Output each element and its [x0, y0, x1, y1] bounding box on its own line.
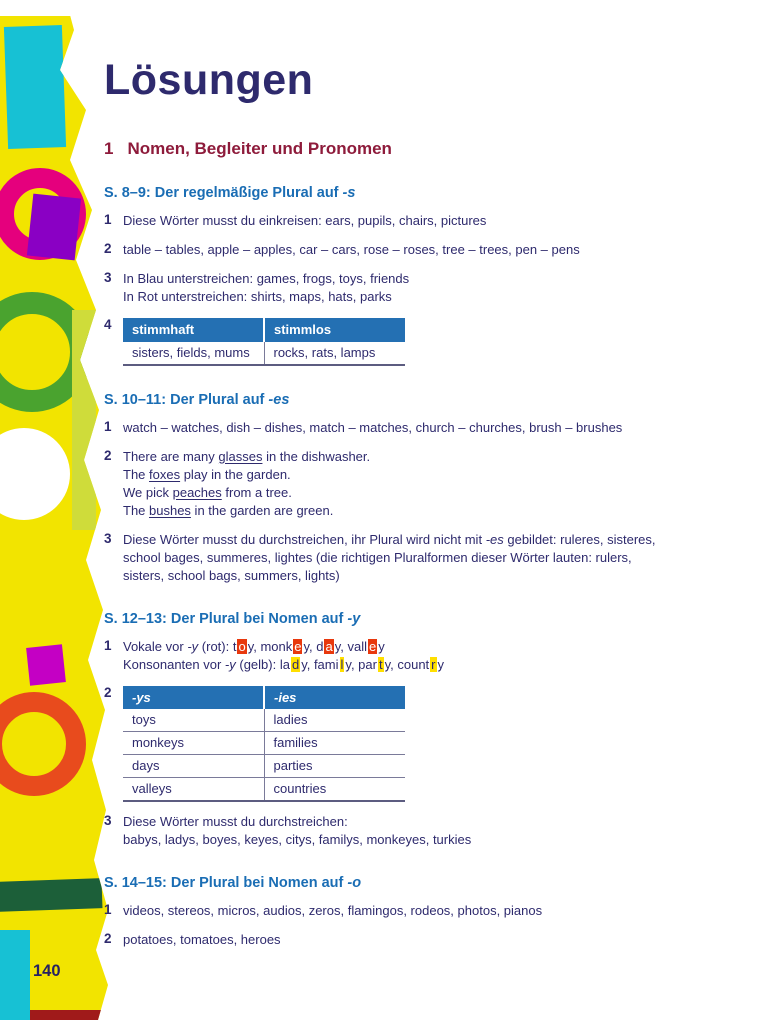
sentence-text: in the garden are green.	[190, 502, 334, 518]
answer-sentence	[123, 448, 660, 466]
highlighted-letter-yellow: d	[291, 656, 300, 672]
text-segment: y, fami	[301, 656, 339, 672]
answer-item	[104, 902, 660, 920]
highlighted-letter-red: a	[325, 638, 333, 654]
item-number: 1	[104, 637, 112, 653]
table-header-row	[123, 686, 405, 710]
text-segment: gebildet: ruleres, sisteres, school bages, summeres, lightes (die richtigen Pluralformen dieser Wörter lauten: rulers, sisters, school bags, summers, lights)	[123, 531, 656, 583]
item-text: videos, stereos, micros, audios, zeros, flamingos, rodeos, photos, pianos	[123, 903, 543, 919]
item-text: watch – watches, dish – dishes, match – matches, church – churches, brush – brushes	[123, 419, 623, 435]
item-text	[123, 813, 660, 849]
answer-item	[104, 931, 660, 949]
highlighted-letter-red: e	[368, 638, 377, 654]
item-text	[123, 638, 660, 674]
answer-line: In Rot unterstreichen: shirts, maps, hats, parks	[123, 288, 392, 304]
subsection-plural-y	[104, 611, 660, 850]
cyan-block	[4, 25, 66, 149]
answer-sentence	[123, 466, 660, 484]
answer-item	[104, 685, 660, 803]
text-segment: y, count	[384, 656, 430, 672]
answer-item	[104, 813, 660, 849]
content	[104, 56, 660, 960]
table-header-cell: stimmhaft	[123, 318, 264, 342]
answer-line: Diese Wörter musst du durchstreichen:	[123, 814, 348, 830]
text-segment: Konsonanten vor	[123, 656, 225, 672]
text-segment: Diese Wörter musst du durchstreichen, ihr Plural wird nicht mit	[123, 531, 486, 547]
section-number: 1	[104, 139, 114, 158]
subsection-plural-o	[104, 875, 660, 949]
highlighted-letter-red: e	[294, 638, 302, 654]
item-number: 3	[104, 813, 112, 829]
text-segment: y, vall	[334, 638, 367, 654]
dark-green-bar	[0, 878, 102, 912]
answers-table-stimmhaft-stimmlos	[123, 318, 405, 366]
subsection-heading-suffix: -y	[347, 610, 361, 627]
answer-item	[104, 317, 660, 366]
table-cell: rocks, rats, lamps	[264, 342, 405, 365]
subsection-heading-suffix: -es	[268, 391, 290, 408]
table-row	[123, 732, 405, 755]
text-segment: y, d	[303, 638, 324, 654]
text-segment: y	[378, 638, 385, 654]
item-number: 2	[104, 931, 112, 947]
item-text	[123, 448, 660, 520]
table-row	[123, 778, 405, 801]
section-heading	[104, 139, 660, 159]
answers-table-ys-ies	[123, 686, 405, 803]
subsection-heading	[104, 392, 660, 408]
sentence-text: The	[123, 502, 150, 518]
dark-red-bar	[30, 1010, 102, 1020]
answer-item	[104, 241, 660, 259]
underlined-word: peaches	[172, 484, 222, 500]
subsection-plural-s	[104, 185, 660, 366]
table-row	[123, 342, 405, 365]
item-text: table – tables, apple – apples, car – cars, rose – roses, tree – trees, pen – pens	[123, 241, 580, 257]
item-number: 1	[104, 212, 112, 227]
answer-item	[104, 448, 660, 520]
table-row	[123, 755, 405, 778]
subsection-heading	[104, 875, 660, 891]
cyan-block-bottom	[0, 930, 30, 1020]
text-segment: y, monk	[247, 638, 293, 654]
answer-item	[104, 270, 660, 306]
underlined-word: glasses	[218, 448, 263, 464]
item-number: 3	[104, 530, 112, 546]
subsection-heading-suffix: -s	[342, 185, 356, 201]
subsection-heading-text: S. 8–9: Der regelmäßige Plural auf	[104, 185, 343, 201]
table-cell: ladies	[264, 709, 405, 731]
text-segment-italic: -es	[485, 531, 504, 547]
sentence-text: We pick	[123, 484, 173, 500]
subsection-heading-text: S. 10–11: Der Plural auf	[104, 391, 269, 408]
page-number: 140	[33, 962, 61, 980]
answer-item	[104, 419, 660, 437]
purple-block	[27, 194, 81, 261]
table-header-cell: -ys	[123, 686, 264, 710]
table-cell: monkeys	[123, 732, 264, 755]
text-segment: (rot): t	[198, 638, 237, 654]
item-number: 4	[104, 316, 112, 332]
item-table	[123, 685, 660, 803]
text-segment-italic: -y	[224, 656, 236, 672]
item-number: 2	[104, 447, 112, 463]
text-segment: (gelb): la	[235, 656, 290, 672]
highlighted-letter-yellow: t	[378, 656, 383, 672]
sentence-text: from a tree.	[221, 484, 292, 500]
sentence-text: play in the garden.	[180, 466, 291, 482]
item-number: 2	[104, 684, 112, 700]
sentence-text: The	[123, 466, 150, 482]
table-header-cell: -ies	[264, 686, 405, 710]
table-header-row	[123, 318, 405, 342]
highlighted-letter-yellow: r	[431, 656, 436, 672]
magenta-square	[26, 644, 66, 686]
item-number: 1	[104, 418, 112, 434]
section-title: Nomen, Begleiter und Pronomen	[127, 139, 392, 158]
answer-item	[104, 638, 660, 674]
text-segment: y, par	[345, 656, 377, 672]
table-cell: days	[123, 755, 264, 778]
table-cell: countries	[264, 778, 405, 801]
item-text: potatoes, tomatoes, heroes	[123, 932, 281, 948]
subsection-heading-suffix: -o	[347, 875, 362, 892]
item-text	[123, 531, 660, 585]
table-cell: parties	[264, 755, 405, 778]
page-title: Lösungen	[104, 56, 314, 104]
text-segment: Vokale vor	[123, 638, 188, 654]
text-segment: y	[437, 656, 444, 672]
answer-line: In Blau unterstreichen: games, frogs, toys, friends	[123, 270, 410, 286]
item-number: 1	[104, 902, 112, 918]
answer-item	[104, 212, 660, 230]
underlined-word: bushes	[149, 502, 191, 518]
answer-item	[104, 531, 660, 585]
subsection-heading	[104, 185, 660, 201]
highlighted-letter-red: o	[238, 638, 246, 654]
item-table	[123, 317, 660, 366]
sentence-text: in the dishwasher.	[262, 448, 371, 464]
answer-sentence	[123, 502, 660, 520]
table-cell: valleys	[123, 778, 264, 801]
sentence-text: There are many	[123, 448, 219, 464]
subsection-heading-text: S. 12–13: Der Plural bei Nomen auf	[104, 610, 348, 627]
table-cell: sisters, fields, mums	[123, 342, 264, 365]
item-number: 2	[104, 240, 112, 256]
answer-line: babys, ladys, boyes, keyes, citys, familys, monkeyes, turkies	[123, 832, 472, 848]
highlighted-letter-yellow: l	[340, 656, 344, 672]
subsection-heading	[104, 611, 660, 627]
table-cell: toys	[123, 709, 264, 731]
text-segment-italic: -y	[187, 638, 199, 654]
vowels-line	[123, 638, 660, 656]
table-cell: families	[264, 732, 405, 755]
consonants-line	[123, 656, 660, 674]
table-row	[123, 709, 405, 731]
table-header-cell: stimmlos	[264, 318, 405, 342]
item-text: Diese Wörter musst du einkreisen: ears, pupils, chairs, pictures	[123, 213, 487, 228]
item-text	[123, 270, 660, 306]
subsection-plural-es	[104, 392, 660, 585]
underlined-word: foxes	[149, 466, 181, 482]
subsection-heading-text: S. 14–15: Der Plural bei Nomen auf	[104, 875, 348, 892]
answer-sentence	[123, 484, 660, 502]
item-number: 3	[104, 269, 112, 285]
